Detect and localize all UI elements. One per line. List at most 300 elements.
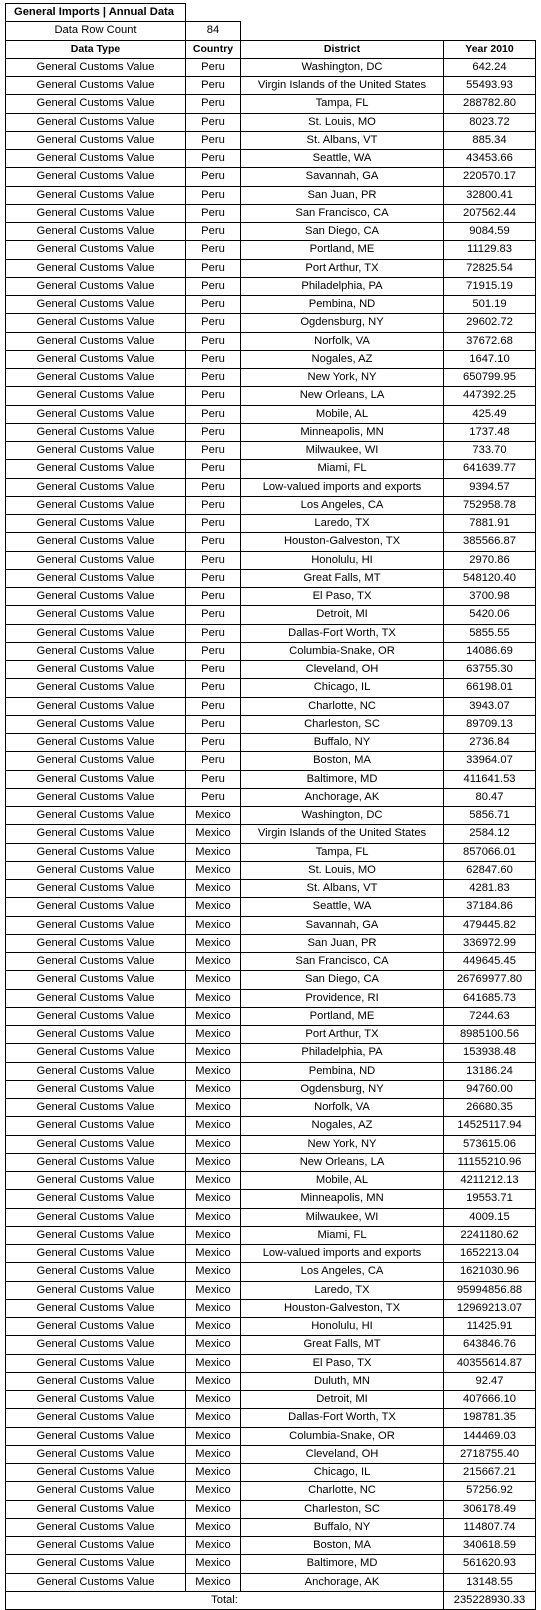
- table-row: [6, 807, 536, 825]
- country-cell: Mexico: [186, 898, 241, 916]
- data-type-cell: General Customs Value: [6, 277, 186, 295]
- district-cell: Honolulu, HI: [241, 551, 444, 569]
- district-cell: St. Albans, VT: [241, 131, 444, 149]
- data-type-cell: General Customs Value: [6, 533, 186, 551]
- country-cell: Mexico: [186, 843, 241, 861]
- value-cell: 72825.54: [444, 259, 536, 277]
- table-row: [6, 679, 536, 697]
- district-cell: Mobile, AL: [241, 405, 444, 423]
- table-row: [6, 186, 536, 204]
- district-cell: Minneapolis, MN: [241, 423, 444, 441]
- table-row: [6, 204, 536, 222]
- value-cell: 4211212.13: [444, 1172, 536, 1190]
- table-row: [6, 606, 536, 624]
- title-row: [6, 4, 536, 22]
- data-type-cell: General Customs Value: [6, 752, 186, 770]
- district-cell: Anchorage, AK: [241, 1573, 444, 1591]
- country-cell: Peru: [186, 387, 241, 405]
- district-cell: Ogdensburg, NY: [241, 314, 444, 332]
- district-cell: Philadelphia, PA: [241, 277, 444, 295]
- country-cell: Mexico: [186, 807, 241, 825]
- data-type-cell: General Customs Value: [6, 1336, 186, 1354]
- country-cell: Mexico: [186, 1336, 241, 1354]
- table-row: [6, 1153, 536, 1171]
- table-row: [6, 642, 536, 660]
- data-type-cell: General Customs Value: [6, 1372, 186, 1390]
- value-cell: 62847.60: [444, 861, 536, 879]
- value-cell: 29602.72: [444, 314, 536, 332]
- value-cell: 2718755.40: [444, 1445, 536, 1463]
- country-cell: Peru: [186, 442, 241, 460]
- value-cell: 449645.45: [444, 953, 536, 971]
- country-cell: Mexico: [186, 1537, 241, 1555]
- district-cell: Chicago, IL: [241, 1464, 444, 1482]
- country-cell: Mexico: [186, 1555, 241, 1573]
- district-cell: Miami, FL: [241, 460, 444, 478]
- district-cell: New York, NY: [241, 1135, 444, 1153]
- value-cell: 43453.66: [444, 150, 536, 168]
- district-cell: Savannah, GA: [241, 916, 444, 934]
- district-cell: Honolulu, HI: [241, 1318, 444, 1336]
- table-row: [6, 1007, 536, 1025]
- data-type-cell: General Customs Value: [6, 934, 186, 952]
- country-cell: Mexico: [186, 953, 241, 971]
- data-type-cell: General Customs Value: [6, 1555, 186, 1573]
- value-cell: 501.19: [444, 296, 536, 314]
- country-cell: Mexico: [186, 989, 241, 1007]
- table-row: [6, 332, 536, 350]
- table-row: [6, 277, 536, 295]
- table-row: [6, 387, 536, 405]
- data-type-cell: General Customs Value: [6, 843, 186, 861]
- country-cell: Mexico: [186, 916, 241, 934]
- data-type-cell: General Customs Value: [6, 223, 186, 241]
- data-type-cell: General Customs Value: [6, 1573, 186, 1591]
- value-cell: 14525117.94: [444, 1117, 536, 1135]
- country-cell: Peru: [186, 752, 241, 770]
- table-row: [6, 95, 536, 113]
- district-cell: Minneapolis, MN: [241, 1190, 444, 1208]
- table-row: [6, 131, 536, 149]
- table-row: [6, 1099, 536, 1117]
- sheet-title: General Imports | Annual Data: [6, 4, 186, 22]
- data-type-cell: General Customs Value: [6, 807, 186, 825]
- table-row: [6, 697, 536, 715]
- value-cell: 57256.92: [444, 1482, 536, 1500]
- value-cell: 407666.10: [444, 1391, 536, 1409]
- value-cell: 548120.40: [444, 569, 536, 587]
- data-type-cell: General Customs Value: [6, 679, 186, 697]
- table-row: [6, 350, 536, 368]
- district-cell: Philadelphia, PA: [241, 1044, 444, 1062]
- table-row: [6, 1080, 536, 1098]
- district-cell: San Diego, CA: [241, 223, 444, 241]
- table-row: [6, 1409, 536, 1427]
- district-cell: San Francisco, CA: [241, 953, 444, 971]
- value-cell: 11129.83: [444, 241, 536, 259]
- country-cell: Mexico: [186, 971, 241, 989]
- value-cell: 40355614.87: [444, 1354, 536, 1372]
- district-cell: Boston, MA: [241, 1537, 444, 1555]
- country-cell: Mexico: [186, 1409, 241, 1427]
- data-type-cell: General Customs Value: [6, 989, 186, 1007]
- data-type-cell: General Customs Value: [6, 1445, 186, 1463]
- district-cell: Houston-Galveston, TX: [241, 533, 444, 551]
- table-row: [6, 77, 536, 95]
- total-label: Total:: [6, 1591, 444, 1609]
- data-type-cell: General Customs Value: [6, 1080, 186, 1098]
- country-cell: Mexico: [186, 1190, 241, 1208]
- data-type-cell: General Customs Value: [6, 369, 186, 387]
- country-cell: Mexico: [186, 1117, 241, 1135]
- data-type-cell: General Customs Value: [6, 551, 186, 569]
- value-cell: 33964.07: [444, 752, 536, 770]
- data-type-cell: General Customs Value: [6, 624, 186, 642]
- table-row: [6, 1500, 536, 1518]
- table-row: [6, 1208, 536, 1226]
- district-cell: Houston-Galveston, TX: [241, 1299, 444, 1317]
- value-cell: 2736.84: [444, 734, 536, 752]
- value-cell: 11155210.96: [444, 1153, 536, 1171]
- data-type-cell: General Customs Value: [6, 168, 186, 186]
- district-cell: Pembina, ND: [241, 296, 444, 314]
- table-row: [6, 423, 536, 441]
- district-cell: Chicago, IL: [241, 679, 444, 697]
- table-row: [6, 1044, 536, 1062]
- country-cell: Mexico: [186, 1427, 241, 1445]
- data-type-cell: General Customs Value: [6, 588, 186, 606]
- row-count-label: Data Row Count: [6, 22, 186, 40]
- value-cell: 71915.19: [444, 277, 536, 295]
- country-cell: Mexico: [186, 861, 241, 879]
- data-type-cell: General Customs Value: [6, 296, 186, 314]
- country-cell: Peru: [186, 642, 241, 660]
- value-cell: 12969213.07: [444, 1299, 536, 1317]
- data-type-cell: General Customs Value: [6, 496, 186, 514]
- country-cell: Peru: [186, 679, 241, 697]
- table-row: [6, 661, 536, 679]
- table-row: [6, 971, 536, 989]
- district-cell: Columbia-Snake, OR: [241, 1427, 444, 1445]
- data-type-cell: General Customs Value: [6, 1099, 186, 1117]
- header-row: [6, 40, 536, 58]
- country-cell: Peru: [186, 405, 241, 423]
- country-cell: Mexico: [186, 1299, 241, 1317]
- district-cell: Pembina, ND: [241, 1062, 444, 1080]
- data-type-cell: General Customs Value: [6, 1354, 186, 1372]
- district-cell: Low-valued imports and exports: [241, 1245, 444, 1263]
- country-cell: Peru: [186, 588, 241, 606]
- table-row: [6, 58, 536, 76]
- value-cell: 2241180.62: [444, 1226, 536, 1244]
- data-type-cell: General Customs Value: [6, 1153, 186, 1171]
- data-type-cell: General Customs Value: [6, 1026, 186, 1044]
- district-cell: Detroit, MI: [241, 1391, 444, 1409]
- district-cell: Tampa, FL: [241, 95, 444, 113]
- table-row: [6, 734, 536, 752]
- country-cell: Mexico: [186, 1518, 241, 1536]
- value-cell: 306178.49: [444, 1500, 536, 1518]
- table-row: [6, 496, 536, 514]
- data-type-cell: General Customs Value: [6, 204, 186, 222]
- value-cell: 885.34: [444, 131, 536, 149]
- country-cell: Mexico: [186, 1500, 241, 1518]
- value-cell: 26769977.80: [444, 971, 536, 989]
- district-cell: Charlotte, NC: [241, 1482, 444, 1500]
- data-type-cell: General Customs Value: [6, 113, 186, 131]
- value-cell: 643846.76: [444, 1336, 536, 1354]
- table-row: [6, 715, 536, 733]
- table-row: [6, 1391, 536, 1409]
- country-cell: Peru: [186, 350, 241, 368]
- data-type-cell: General Customs Value: [6, 1245, 186, 1263]
- table-row: [6, 916, 536, 934]
- district-cell: Detroit, MI: [241, 606, 444, 624]
- value-cell: 8985100.56: [444, 1026, 536, 1044]
- table-row: [6, 1336, 536, 1354]
- value-cell: 9394.57: [444, 478, 536, 496]
- table-row: [6, 515, 536, 533]
- table-row: [6, 588, 536, 606]
- data-type-cell: General Customs Value: [6, 350, 186, 368]
- data-type-cell: General Customs Value: [6, 1135, 186, 1153]
- data-type-cell: General Customs Value: [6, 1062, 186, 1080]
- data-type-cell: General Customs Value: [6, 131, 186, 149]
- spreadsheet: [5, 3, 536, 1610]
- table-row: [6, 1226, 536, 1244]
- data-type-cell: General Customs Value: [6, 186, 186, 204]
- value-cell: 479445.82: [444, 916, 536, 934]
- country-cell: Peru: [186, 186, 241, 204]
- country-cell: Mexico: [186, 1080, 241, 1098]
- data-type-cell: General Customs Value: [6, 1190, 186, 1208]
- value-cell: 198781.35: [444, 1409, 536, 1427]
- table-row: [6, 314, 536, 332]
- value-cell: 207562.44: [444, 204, 536, 222]
- country-cell: Peru: [186, 551, 241, 569]
- value-cell: 288782.80: [444, 95, 536, 113]
- value-cell: 425.49: [444, 405, 536, 423]
- district-cell: St. Louis, MO: [241, 113, 444, 131]
- data-type-cell: General Customs Value: [6, 259, 186, 277]
- imports-table: [5, 3, 536, 1610]
- district-cell: Portland, ME: [241, 241, 444, 259]
- country-cell: Peru: [186, 314, 241, 332]
- data-type-cell: General Customs Value: [6, 880, 186, 898]
- country-cell: Peru: [186, 496, 241, 514]
- data-type-cell: General Customs Value: [6, 460, 186, 478]
- country-cell: Mexico: [186, 1391, 241, 1409]
- table-row: [6, 1117, 536, 1135]
- table-row: [6, 296, 536, 314]
- table-row: [6, 1281, 536, 1299]
- data-type-cell: General Customs Value: [6, 734, 186, 752]
- value-cell: 5420.06: [444, 606, 536, 624]
- table-row: [6, 241, 536, 259]
- district-cell: Ogdensburg, NY: [241, 1080, 444, 1098]
- value-cell: 114807.74: [444, 1518, 536, 1536]
- value-cell: 92.47: [444, 1372, 536, 1390]
- district-cell: Milwaukee, WI: [241, 442, 444, 460]
- value-cell: 32800.41: [444, 186, 536, 204]
- data-type-cell: General Customs Value: [6, 1044, 186, 1062]
- country-cell: Peru: [186, 460, 241, 478]
- district-cell: Virgin Islands of the United States: [241, 825, 444, 843]
- district-cell: St. Louis, MO: [241, 861, 444, 879]
- value-cell: 14086.69: [444, 642, 536, 660]
- data-type-cell: General Customs Value: [6, 1500, 186, 1518]
- country-cell: Mexico: [186, 1318, 241, 1336]
- value-cell: 411641.53: [444, 770, 536, 788]
- data-type-cell: General Customs Value: [6, 1409, 186, 1427]
- value-cell: 4009.15: [444, 1208, 536, 1226]
- country-cell: Peru: [186, 661, 241, 679]
- table-row: [6, 770, 536, 788]
- value-cell: 89709.13: [444, 715, 536, 733]
- value-cell: 8023.72: [444, 113, 536, 131]
- district-cell: New Orleans, LA: [241, 387, 444, 405]
- country-cell: Peru: [186, 697, 241, 715]
- country-cell: Peru: [186, 58, 241, 76]
- country-cell: Mexico: [186, 1263, 241, 1281]
- table-row: [6, 150, 536, 168]
- country-cell: Peru: [186, 332, 241, 350]
- value-cell: 9084.59: [444, 223, 536, 241]
- data-type-cell: General Customs Value: [6, 1208, 186, 1226]
- table-row: [6, 533, 536, 551]
- value-cell: 2970.86: [444, 551, 536, 569]
- value-cell: 144469.03: [444, 1427, 536, 1445]
- country-cell: Peru: [186, 150, 241, 168]
- country-cell: Mexico: [186, 934, 241, 952]
- country-cell: Mexico: [186, 1062, 241, 1080]
- district-cell: Dallas-Fort Worth, TX: [241, 624, 444, 642]
- district-cell: Nogales, AZ: [241, 350, 444, 368]
- district-cell: Cleveland, OH: [241, 1445, 444, 1463]
- country-cell: Mexico: [186, 1099, 241, 1117]
- district-cell: Baltimore, MD: [241, 770, 444, 788]
- district-cell: Seattle, WA: [241, 898, 444, 916]
- data-type-cell: General Customs Value: [6, 770, 186, 788]
- table-row: [6, 953, 536, 971]
- district-cell: Washington, DC: [241, 807, 444, 825]
- country-cell: Peru: [186, 369, 241, 387]
- district-cell: Baltimore, MD: [241, 1555, 444, 1573]
- district-cell: Portland, ME: [241, 1007, 444, 1025]
- district-cell: Dallas-Fort Worth, TX: [241, 1409, 444, 1427]
- value-cell: 573615.06: [444, 1135, 536, 1153]
- value-cell: 385566.87: [444, 533, 536, 551]
- district-cell: Low-valued imports and exports: [241, 478, 444, 496]
- country-cell: Mexico: [186, 1445, 241, 1463]
- country-cell: Peru: [186, 277, 241, 295]
- district-cell: Norfolk, VA: [241, 1099, 444, 1117]
- value-cell: 642.24: [444, 58, 536, 76]
- data-type-cell: General Customs Value: [6, 1299, 186, 1317]
- value-cell: 1737.48: [444, 423, 536, 441]
- data-type-cell: General Customs Value: [6, 1427, 186, 1445]
- value-cell: 561620.93: [444, 1555, 536, 1573]
- table-row: [6, 1263, 536, 1281]
- table-row: [6, 442, 536, 460]
- country-cell: Mexico: [186, 1153, 241, 1171]
- country-cell: Peru: [186, 204, 241, 222]
- data-type-cell: General Customs Value: [6, 332, 186, 350]
- table-row: [6, 1555, 536, 1573]
- data-type-cell: General Customs Value: [6, 1172, 186, 1190]
- country-cell: Mexico: [186, 1245, 241, 1263]
- value-cell: 3700.98: [444, 588, 536, 606]
- country-cell: Peru: [186, 606, 241, 624]
- value-cell: 220570.17: [444, 168, 536, 186]
- data-type-cell: General Customs Value: [6, 953, 186, 971]
- value-cell: 5856.71: [444, 807, 536, 825]
- data-type-cell: General Customs Value: [6, 1281, 186, 1299]
- country-cell: Mexico: [186, 1172, 241, 1190]
- column-header-data-type: Data Type: [6, 40, 186, 58]
- data-type-cell: General Customs Value: [6, 1518, 186, 1536]
- country-cell: Peru: [186, 533, 241, 551]
- table-row: [6, 861, 536, 879]
- table-row: [6, 223, 536, 241]
- country-cell: Mexico: [186, 1354, 241, 1372]
- data-type-cell: General Customs Value: [6, 1263, 186, 1281]
- district-cell: El Paso, TX: [241, 588, 444, 606]
- data-type-cell: General Customs Value: [6, 478, 186, 496]
- data-type-cell: General Customs Value: [6, 1464, 186, 1482]
- data-type-cell: General Customs Value: [6, 606, 186, 624]
- table-row: [6, 752, 536, 770]
- data-type-cell: General Customs Value: [6, 898, 186, 916]
- table-row: [6, 478, 536, 496]
- country-cell: Peru: [186, 734, 241, 752]
- value-cell: 95994856.88: [444, 1281, 536, 1299]
- data-type-cell: General Customs Value: [6, 861, 186, 879]
- value-cell: 7881.91: [444, 515, 536, 533]
- district-cell: Cleveland, OH: [241, 661, 444, 679]
- value-cell: 1621030.96: [444, 1263, 536, 1281]
- data-type-cell: General Customs Value: [6, 314, 186, 332]
- district-cell: Port Arthur, TX: [241, 1026, 444, 1044]
- data-type-cell: General Customs Value: [6, 150, 186, 168]
- district-cell: Miami, FL: [241, 1226, 444, 1244]
- table-row: [6, 168, 536, 186]
- country-cell: Mexico: [186, 1226, 241, 1244]
- table-row: [6, 259, 536, 277]
- district-cell: Los Angeles, CA: [241, 496, 444, 514]
- value-cell: 66198.01: [444, 679, 536, 697]
- data-type-cell: General Customs Value: [6, 715, 186, 733]
- total-value: 235228930.33: [444, 1591, 536, 1609]
- district-cell: El Paso, TX: [241, 1354, 444, 1372]
- value-cell: 340618.59: [444, 1537, 536, 1555]
- value-cell: 336972.99: [444, 934, 536, 952]
- value-cell: 447392.25: [444, 387, 536, 405]
- country-cell: Mexico: [186, 1044, 241, 1062]
- district-cell: Port Arthur, TX: [241, 259, 444, 277]
- country-cell: Peru: [186, 241, 241, 259]
- country-cell: Peru: [186, 423, 241, 441]
- value-cell: 3943.07: [444, 697, 536, 715]
- table-row: [6, 989, 536, 1007]
- value-cell: 4281.83: [444, 880, 536, 898]
- value-cell: 80.47: [444, 788, 536, 806]
- district-cell: Washington, DC: [241, 58, 444, 76]
- column-header-country: Country: [186, 40, 241, 58]
- country-cell: Peru: [186, 715, 241, 733]
- country-cell: Mexico: [186, 1007, 241, 1025]
- district-cell: Laredo, TX: [241, 515, 444, 533]
